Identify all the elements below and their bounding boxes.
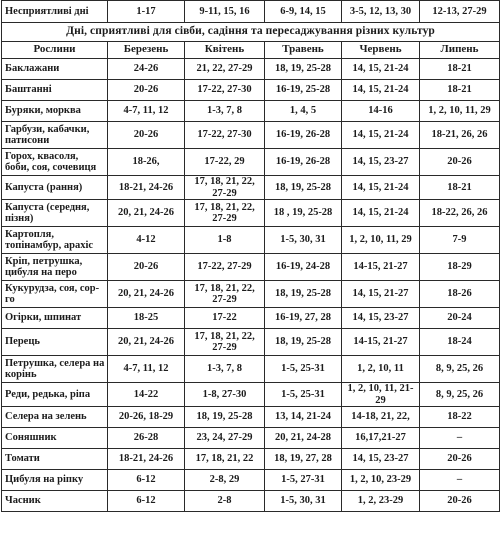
days-cell: 1, 2, 10, 11, 29 <box>342 227 420 254</box>
days-cell: 1-5, 25-31 <box>265 383 342 407</box>
days-cell: 20-26 <box>420 149 500 176</box>
days-cell: 16-19, 24-28 <box>265 254 342 281</box>
column-header-plants: Рослини <box>2 42 108 59</box>
days-cell: 1-5, 30, 31 <box>265 491 342 512</box>
days-cell: 14, 15, 23-27 <box>342 149 420 176</box>
unfavorable-days-row <box>2 1 500 23</box>
days-cell: 18, 19, 25-28 <box>265 329 342 356</box>
days-cell: 2-8, 29 <box>185 470 265 491</box>
days-cell: 1-5, 30, 31 <box>265 227 342 254</box>
days-cell: 14, 15, 21-24 <box>342 176 420 200</box>
days-cell: 20, 21, 24-26 <box>108 200 185 227</box>
table-row <box>2 59 500 80</box>
plant-name: Баштанні <box>2 80 108 101</box>
days-cell: 6-12 <box>108 491 185 512</box>
days-cell: 14, 15, 23-27 <box>342 449 420 470</box>
unfavorable-days-cell: 12-13, 27-29 <box>420 1 500 23</box>
days-cell: 26-28 <box>108 428 185 449</box>
days-cell: 1, 4, 5 <box>265 101 342 122</box>
days-cell: 18, 19, 25-28 <box>185 407 265 428</box>
header-row <box>2 42 500 59</box>
days-cell: 2-8 <box>185 491 265 512</box>
section-title-row <box>2 23 500 42</box>
plant-name: Баклажани <box>2 59 108 80</box>
days-cell: 20, 21, 24-26 <box>108 281 185 308</box>
days-cell: 18-29 <box>420 254 500 281</box>
days-cell: 1, 2, 10, 11 <box>342 356 420 383</box>
days-cell: 18-26 <box>420 281 500 308</box>
days-cell: 18-26, <box>108 149 185 176</box>
days-cell: 24-26 <box>108 59 185 80</box>
column-header-april: Квітень <box>185 42 265 59</box>
days-cell: 17-22, 27-30 <box>185 80 265 101</box>
days-cell: 14-18, 21, 22, <box>342 407 420 428</box>
days-cell: 18-25 <box>108 308 185 329</box>
days-cell: 17, 18, 21, 22 <box>185 449 265 470</box>
days-cell: 1, 2, 10, 23-29 <box>342 470 420 491</box>
table-row <box>2 383 500 407</box>
days-cell: 1, 2, 10, 11, 29 <box>420 101 500 122</box>
days-cell: 1-3, 7, 8 <box>185 101 265 122</box>
table-row <box>2 449 500 470</box>
column-header-june: Червень <box>342 42 420 59</box>
plant-name: Горох, квасоля, боби, соя, сочевиця <box>2 149 108 176</box>
days-cell: 14, 15, 21-24 <box>342 59 420 80</box>
table-row <box>2 101 500 122</box>
days-cell: 18, 19, 25-28 <box>265 176 342 200</box>
days-cell: 14-22 <box>108 383 185 407</box>
table-row <box>2 80 500 101</box>
table-row <box>2 356 500 383</box>
column-header-march: Березень <box>108 42 185 59</box>
days-cell: 18-21 <box>420 176 500 200</box>
days-cell: 18-21 <box>420 59 500 80</box>
days-cell: 17-22, 29 <box>185 149 265 176</box>
table-row <box>2 254 500 281</box>
plant-name: Буряки, морква <box>2 101 108 122</box>
days-cell: 1-3, 7, 8 <box>185 356 265 383</box>
unfavorable-days-cell: 1-17 <box>108 1 185 23</box>
table-row <box>2 227 500 254</box>
days-cell: 8, 9, 25, 26 <box>420 383 500 407</box>
days-cell: 16-19, 25-28 <box>265 80 342 101</box>
table-row <box>2 329 500 356</box>
plant-name: Гарбузи, кабачки, патисони <box>2 122 108 149</box>
days-cell: 1-5, 25-31 <box>265 356 342 383</box>
days-cell: 16-19, 26-28 <box>265 149 342 176</box>
table-row <box>2 200 500 227</box>
days-cell: 20-26 <box>420 491 500 512</box>
plant-name: Кріп, петрушка, цибуля на перо <box>2 254 108 281</box>
section-title: Дні, сприятливі для сівби, садіння та пересаджування різних культур <box>2 23 500 42</box>
plant-name: Картопля, топінамбур, арахіс <box>2 227 108 254</box>
days-cell: 16,17,21-27 <box>342 428 420 449</box>
days-cell: 1-5, 27-31 <box>265 470 342 491</box>
days-cell: 18-22 <box>420 407 500 428</box>
days-cell: 21, 22, 27-29 <box>185 59 265 80</box>
plant-name: Реди, редька, ріпа <box>2 383 108 407</box>
days-cell: 17, 18, 21, 22, 27-29 <box>185 281 265 308</box>
days-cell: 20-26 <box>108 254 185 281</box>
days-cell: 14-16 <box>342 101 420 122</box>
days-cell: 18-22, 26, 26 <box>420 200 500 227</box>
unfavorable-days-cell: 3-5, 12, 13, 30 <box>342 1 420 23</box>
table-row <box>2 281 500 308</box>
plant-name: Петрушка, селера на корінь <box>2 356 108 383</box>
days-cell: 20, 21, 24-26 <box>108 329 185 356</box>
days-cell: 18, 19, 27, 28 <box>265 449 342 470</box>
days-cell: 20-26 <box>108 122 185 149</box>
days-cell: 14-15, 21-27 <box>342 254 420 281</box>
plant-name: Часник <box>2 491 108 512</box>
plant-name: Цибуля на ріпку <box>2 470 108 491</box>
days-cell: 17-22 <box>185 308 265 329</box>
table-row <box>2 122 500 149</box>
days-cell: 16-19, 27, 28 <box>265 308 342 329</box>
days-cell: 6-12 <box>108 470 185 491</box>
planting-calendar-table <box>1 0 500 512</box>
table-row <box>2 470 500 491</box>
days-cell: 17-22, 27-30 <box>185 122 265 149</box>
days-cell: 13, 14, 21-24 <box>265 407 342 428</box>
days-cell: 20-26, 18-29 <box>108 407 185 428</box>
days-cell: 17, 18, 21, 22, 27-29 <box>185 200 265 227</box>
days-cell: 17, 18, 21, 22, 27-29 <box>185 329 265 356</box>
table-row <box>2 149 500 176</box>
plant-name: Соняшник <box>2 428 108 449</box>
days-cell: – <box>420 428 500 449</box>
days-cell: 14, 15, 23-27 <box>342 308 420 329</box>
column-header-july: Липень <box>420 42 500 59</box>
days-cell: 1-8, 27-30 <box>185 383 265 407</box>
days-cell: – <box>420 470 500 491</box>
days-cell: 8, 9, 25, 26 <box>420 356 500 383</box>
plant-name: Капуста (рання) <box>2 176 108 200</box>
table-row <box>2 176 500 200</box>
days-cell: 18-21, 24-26 <box>108 449 185 470</box>
plant-name: Кукурудза, соя, сор-го <box>2 281 108 308</box>
days-cell: 4-12 <box>108 227 185 254</box>
days-cell: 17, 18, 21, 22, 27-29 <box>185 176 265 200</box>
days-cell: 4-7, 11, 12 <box>108 356 185 383</box>
days-cell: 20-26 <box>420 449 500 470</box>
days-cell: 1, 2, 23-29 <box>342 491 420 512</box>
table-row <box>2 308 500 329</box>
days-cell: 23, 24, 27-29 <box>185 428 265 449</box>
days-cell: 18 , 19, 25-28 <box>265 200 342 227</box>
unfavorable-days-cell: 6-9, 14, 15 <box>265 1 342 23</box>
days-cell: 14, 15, 21-24 <box>342 80 420 101</box>
days-cell: 14-15, 21-27 <box>342 329 420 356</box>
days-cell: 20, 21, 24-28 <box>265 428 342 449</box>
table-row <box>2 491 500 512</box>
days-cell: 18, 19, 25-28 <box>265 281 342 308</box>
table-row <box>2 407 500 428</box>
days-cell: 14, 15, 21-24 <box>342 200 420 227</box>
plant-name: Перець <box>2 329 108 356</box>
column-header-may: Травень <box>265 42 342 59</box>
days-cell: 7-9 <box>420 227 500 254</box>
days-cell: 20-26 <box>108 80 185 101</box>
days-cell: 18-24 <box>420 329 500 356</box>
days-cell: 18, 19, 25-28 <box>265 59 342 80</box>
days-cell: 1, 2, 10, 11, 21-29 <box>342 383 420 407</box>
days-cell: 17-22, 27-29 <box>185 254 265 281</box>
days-cell: 18-21, 26, 26 <box>420 122 500 149</box>
plant-name: Селера на зелень <box>2 407 108 428</box>
days-cell: 16-19, 26-28 <box>265 122 342 149</box>
days-cell: 20-24 <box>420 308 500 329</box>
unfavorable-days-label: Несприятливі дні <box>2 1 108 23</box>
days-cell: 14, 15, 21-24 <box>342 122 420 149</box>
days-cell: 1-8 <box>185 227 265 254</box>
unfavorable-days-cell: 9-11, 15, 16 <box>185 1 265 23</box>
plant-name: Огірки, шпинат <box>2 308 108 329</box>
plant-name: Томати <box>2 449 108 470</box>
days-cell: 14, 15, 21-27 <box>342 281 420 308</box>
plant-name: Капуста (середня, пізня) <box>2 200 108 227</box>
table-row <box>2 428 500 449</box>
days-cell: 4-7, 11, 12 <box>108 101 185 122</box>
days-cell: 18-21 <box>420 80 500 101</box>
days-cell: 18-21, 24-26 <box>108 176 185 200</box>
